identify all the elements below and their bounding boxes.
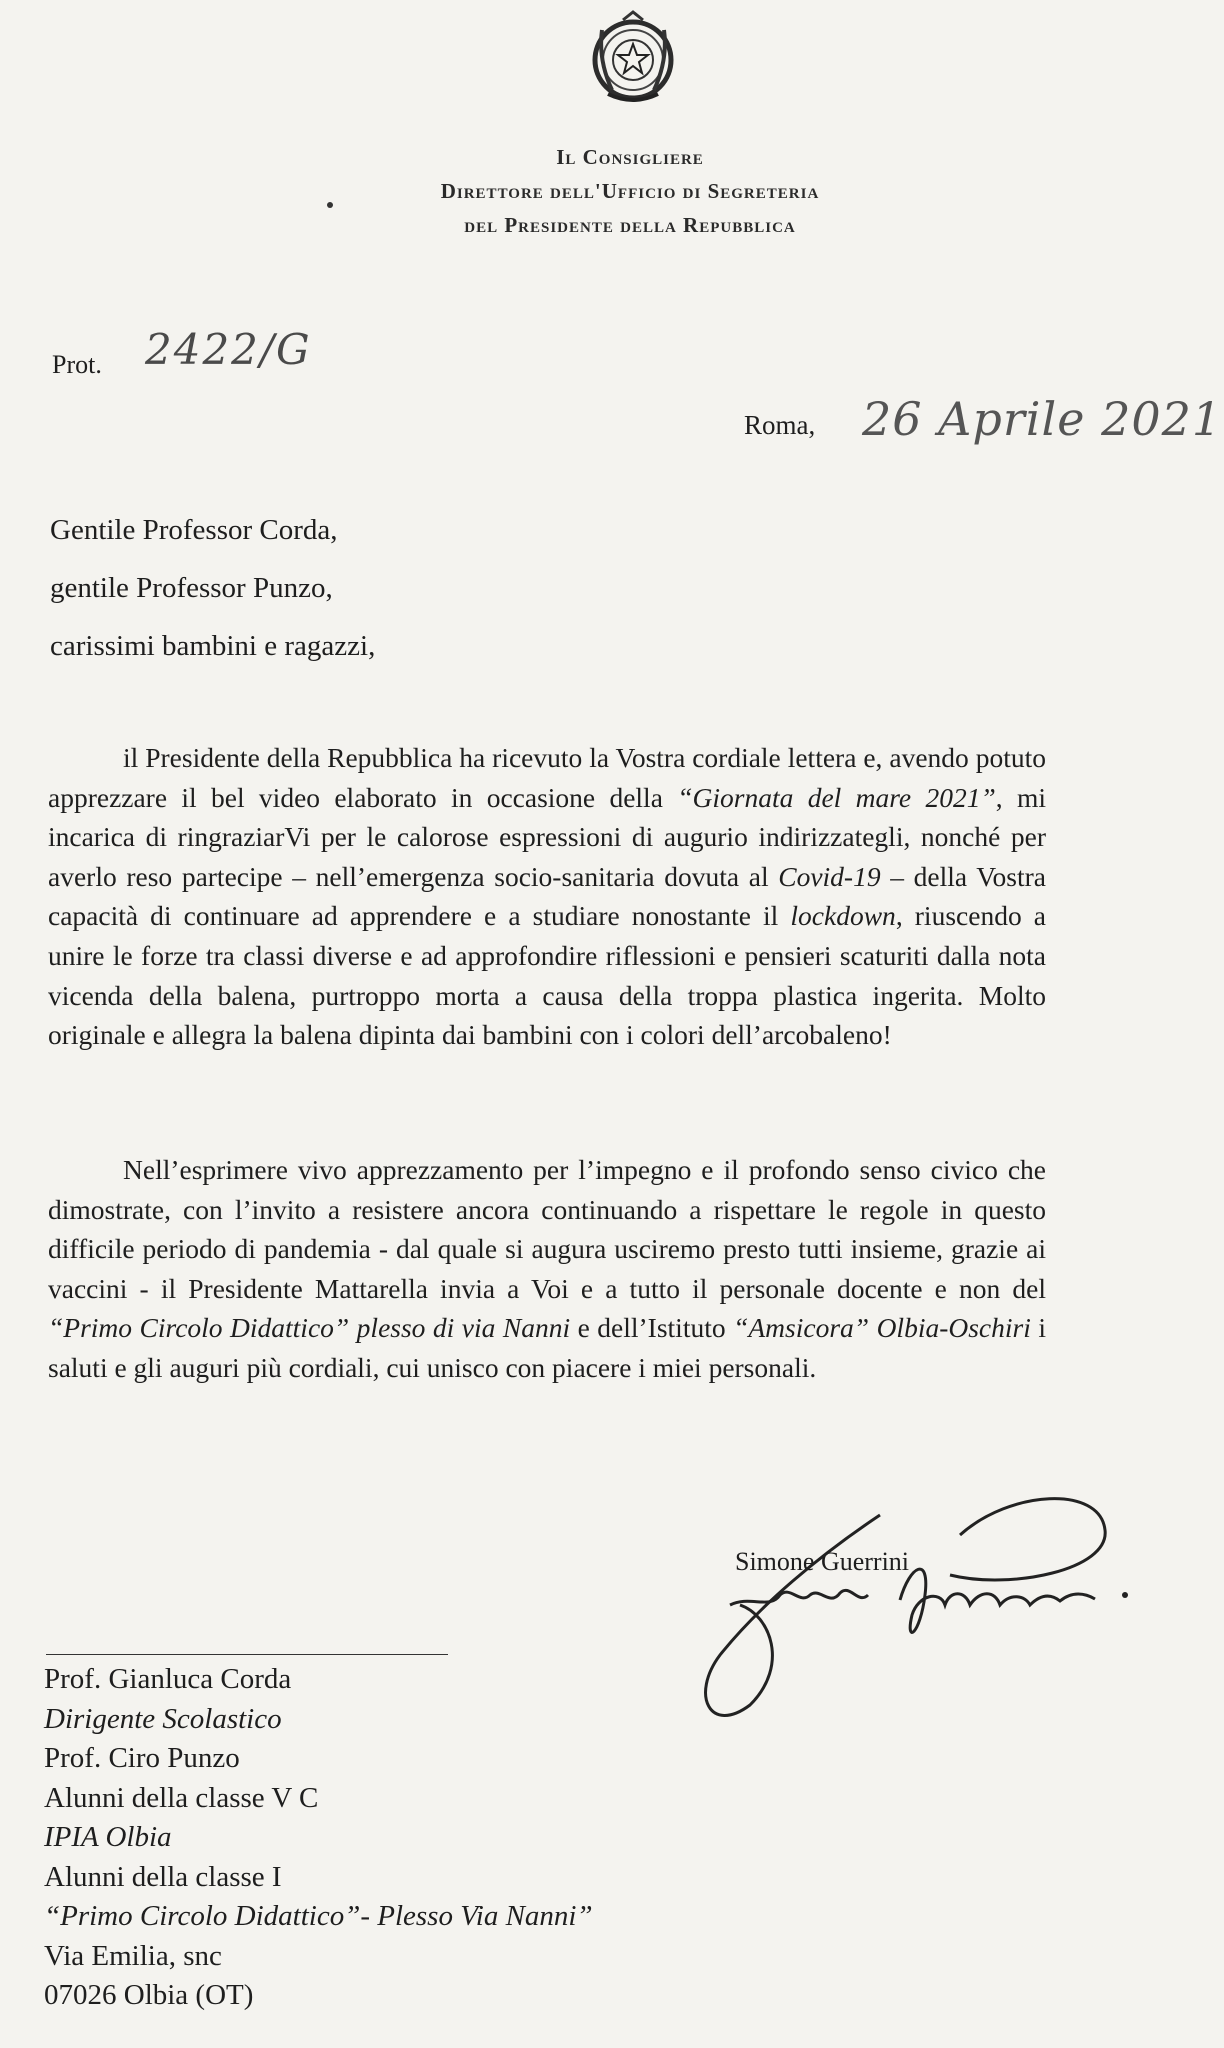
dateline-date-handwritten: 26 Aprile 2021: [862, 392, 1223, 446]
body-paragraph-1: il Presidente della Repubblica ha ricevuto la Vostra cordiale lettera e, avendo potuto apprezzare il bel video elaborato in occasione della “Giornata del mare 2021”, mi incarica di ringraziarVi per le calorose espressioni di augurio indirizzategli, nonché per averlo reso partecipe – nell’emergenza socio-sanitaria dovuta al Covid-19 – della Vostra capacità di continuare ad apprendere e a studiare nonostante il lockdown, riuscendo a unire le forze tra classi diverse e ad approfondire riflessioni e pensieri scaturiti dalla nota vicenda della balena, purtroppo morta a causa della troppa plastica ingerita. Molto originale e allegra la balena dipinta dai bambini con i colori dell’arcobaleno!: [48, 742, 1047, 1051]
letterhead-line-3: del Presidente della Repubblica: [464, 213, 796, 237]
protocol-label: Prot.: [52, 350, 102, 379]
salutation-line: carissimi bambini e ragazzi,: [50, 630, 376, 662]
addressee-line: “Primo Circolo Didattico”- Plesso Via Nanni”: [44, 1900, 593, 1932]
addressee-line: Alunni della classe I: [44, 1860, 282, 1893]
divider-line: [46, 1654, 448, 1655]
salutation-line: gentile Professor Punzo,: [50, 572, 333, 604]
addressee-line: 07026 Olbia (OT): [44, 1979, 254, 2011]
letterhead-line-2: Direttore dell'Ufficio di Segreteria: [440, 179, 820, 203]
salutation-line: Gentile Professor Corda,: [50, 514, 338, 546]
protocol-number-handwritten: 2422/G: [145, 325, 312, 374]
dateline-place: Roma,: [744, 410, 816, 440]
italian-republic-emblem: [590, 10, 676, 108]
letterhead-line-1: Il Consigliere: [556, 145, 704, 169]
signatory-name: Simone Guerrini: [735, 1547, 910, 1576]
body-paragraph-2: Nell’esprimere vivo apprezzamento per l’impegno e il profondo senso civico che dimostrate, con l’invito a resistere ancora continuando a rispettare le regole in questo difficile periodo di pandemia - dal quale si augura usciremo presto tutti insieme, grazie ai vaccini - il Presidente Mattarella invia a Voi e a tutto il personale docente e non del “Primo Circolo Didattico” plesso di via Nanni e dell’Istituto “Amsicora” Olbia-Oschiri i saluti e gli auguri più cordiali, cui unisco con piacere i miei personali.: [48, 1154, 1046, 1383]
addressee-block: [44, 1660, 593, 2016]
addressee-line: IPIA Olbia: [44, 1821, 172, 1853]
addressee-line: Dirigente Scolastico: [44, 1702, 282, 1735]
handwritten-signature: [680, 1495, 1150, 1735]
addressee-line: Via Emilia, snc: [44, 1939, 222, 1972]
addressee-line: Alunni della classe V C: [44, 1781, 319, 1814]
letterhead: [330, 140, 930, 242]
addressee-line: Prof. Ciro Punzo: [44, 1742, 240, 1774]
addressee-line: Prof. Gianluca Corda: [44, 1663, 292, 1695]
